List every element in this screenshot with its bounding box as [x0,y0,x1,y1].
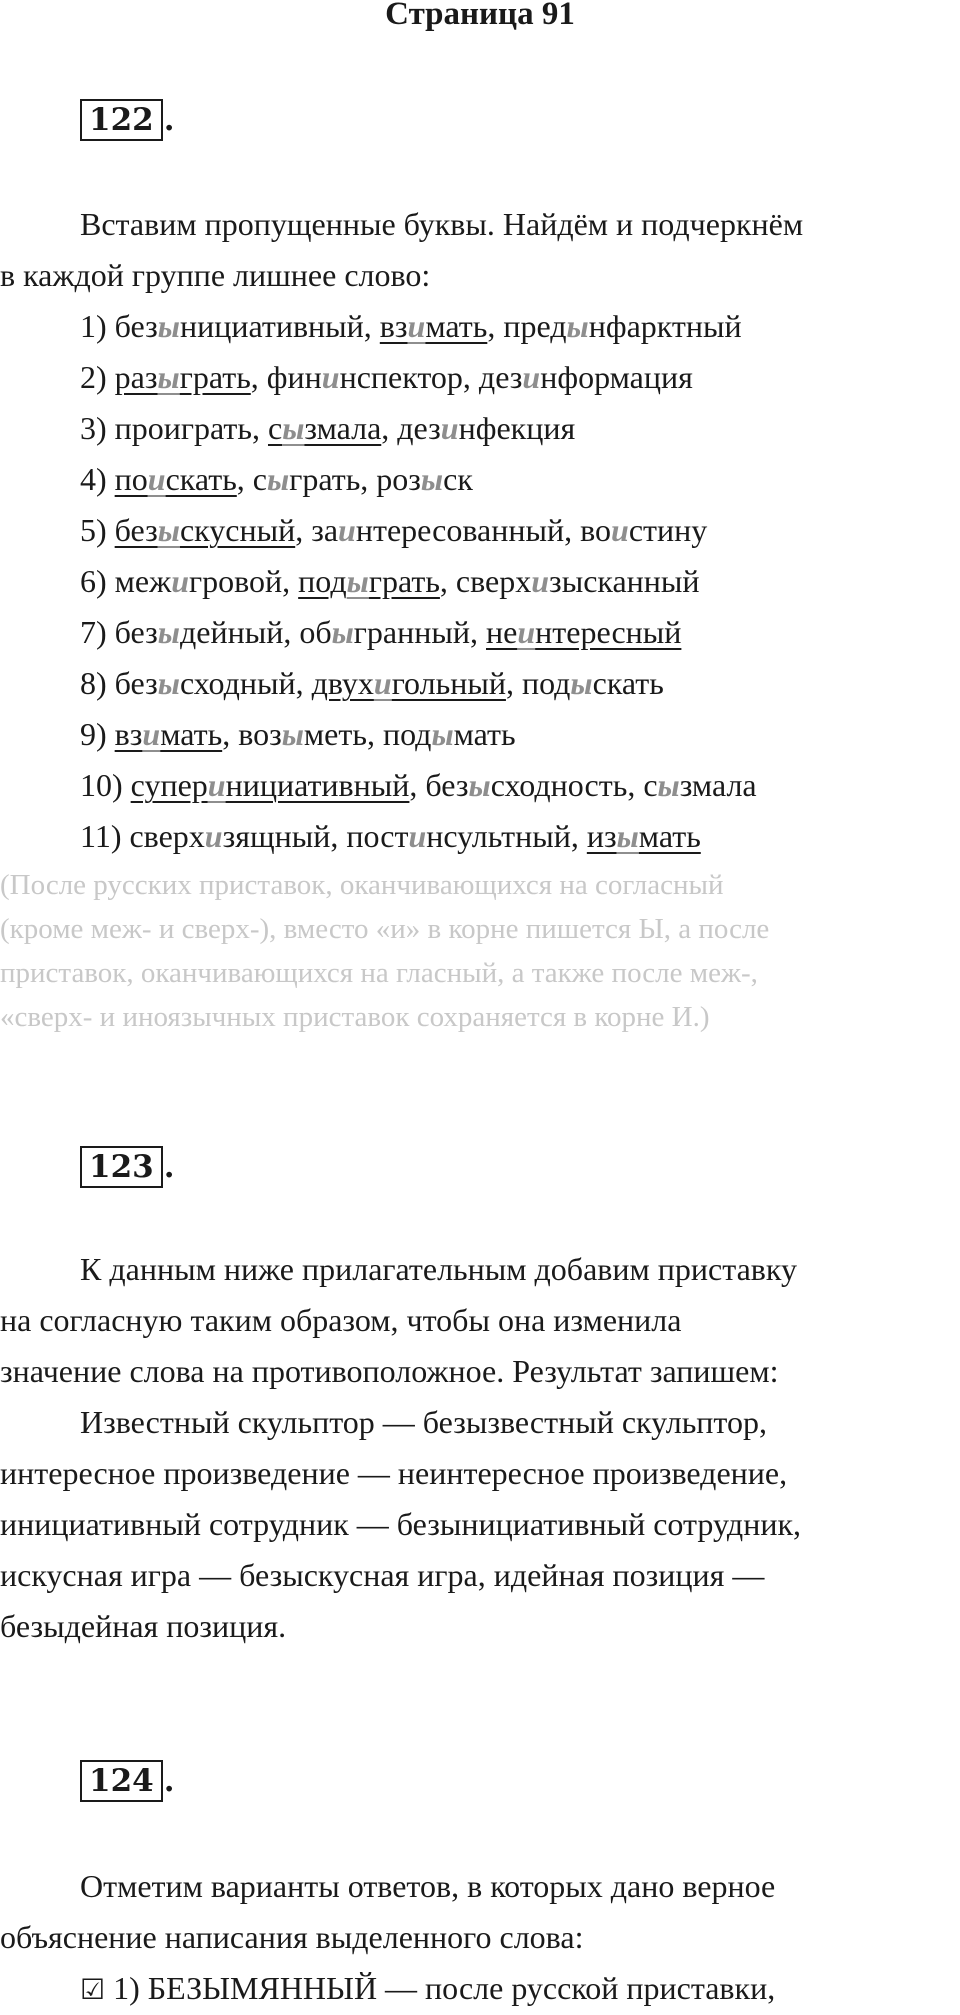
extra-word-segment: грать [179,359,251,395]
row-text: нфекция [458,410,576,446]
inserted-letter: и [408,818,427,854]
row-text: 9) [80,716,115,752]
task-122-note-line: (кроме меж- и сверх-), вместо «и» в корне пишется Ы, а после [0,913,770,945]
extra-word-segment: змала [304,410,382,446]
word-group-row [80,352,693,403]
extra-word-segment: по [114,461,148,497]
row-text: , пред [487,308,567,344]
inserted-letter: и [142,716,161,752]
task-123-text-line: интересное произведение — неинтересное произведение, [0,1455,788,1491]
inserted-letter: и [522,359,541,395]
task-122-note-line: «сверх- и иноязычных приставок сохраняется в корне И.) [0,1001,710,1033]
word-group-row [80,760,757,811]
task-123-text-line: безыдейная позиция. [0,1608,287,1644]
inserted-letter: ы [566,308,589,344]
task-123-text-line: на согласную таким образом, чтобы она изменила [0,1302,682,1338]
word-group-row [80,607,681,658]
task-122-intro-line: в каждой группе лишнее слово: [0,257,431,293]
inserted-letter: и [407,308,426,344]
row-text: меть, под [303,716,432,752]
extra-word-segment: вз [379,308,408,344]
inserted-letter: ы [157,665,180,701]
row-text: гровой, [189,563,299,599]
row-text: 1) без [80,308,158,344]
inserted-letter: ы [570,665,593,701]
inserted-letter: и [207,767,226,803]
inserted-letter: и [204,818,223,854]
row-text: 11) сверх [80,818,205,854]
row-text: , с [236,461,267,497]
row-text: , за [295,512,339,548]
inserted-letter: и [171,563,190,599]
row-text: мать [453,716,516,752]
task-124-text-line: объяснение написания выделенного слова: [0,1919,584,1955]
row-text: нформация [540,359,693,395]
task-122-note-line: (После русских приставок, оканчивающихся на согласный [0,869,724,901]
row-text: , воз [222,716,282,752]
word-group-row [80,556,700,607]
row-text: дейный, об [179,614,332,650]
row-text: ск [443,461,473,497]
inserted-letter: ы [331,614,354,650]
word-group-row [80,403,575,454]
inserted-letter: ы [346,563,369,599]
inserted-letter: ы [157,308,180,344]
row-text: змала [679,767,757,803]
row-text: грать, роз [289,461,421,497]
extra-word-segment: с [267,410,283,446]
inserted-letter: и [517,614,536,650]
row-text: нициативный, [179,308,380,344]
row-text: зящный, пост [222,818,409,854]
inserted-letter: и [147,461,166,497]
task-number-122: 122 . [80,99,175,139]
inserted-letter: ы [431,716,454,752]
row-text: , сверх [439,563,532,599]
inserted-letter: ы [157,359,180,395]
row-text: сходность, с [490,767,658,803]
extra-word-segment: нициативный [225,767,410,803]
row-text: скать [592,665,664,701]
inserted-letter: ы [616,818,639,854]
row-text: 3) проиграть, [80,410,268,446]
inserted-letter: и [373,665,392,701]
row-text: , дез [381,410,441,446]
word-group-row [80,454,473,505]
inserted-letter: ы [282,410,305,446]
task-123-text-line: К данным ниже прилагательным добавим приставку [80,1251,797,1287]
row-text: нтересованный, во [355,512,612,548]
extra-word-segment: нтересный [535,614,682,650]
row-text: 7) без [80,614,158,650]
row-text: , под [505,665,571,701]
task-123-text-line: искусная игра — безыскусная игра, идейная позиция — [0,1557,765,1593]
extra-word-segment: без [114,512,158,548]
extra-word-segment: под [298,563,347,599]
word-group-row [80,811,701,862]
inserted-letter: и [531,563,550,599]
page-title: Страница 91 [385,0,575,32]
row-text: сходный, [179,665,312,701]
checkbox-checked-icon: ☑ [80,1973,106,2006]
row-text: 5) [80,512,115,548]
row-text: нсультный, [426,818,587,854]
task-123-text-line: инициативный сотрудник — безынициативный сотрудник, [0,1506,801,1542]
task-122-note-line: приставок, оканчивающихся на гласный, а также после меж-, [0,957,758,989]
row-text: 10) [80,767,131,803]
row-text: , без [409,767,469,803]
inserted-letter: ы [267,461,290,497]
extra-word-segment: скать [165,461,237,497]
row-text: 6) меж [80,563,172,599]
extra-word-segment: мать [425,308,488,344]
word-group-row [80,505,707,556]
extra-word-segment: не [486,614,518,650]
extra-word-segment: гольный [391,665,506,701]
task-123-text-line: значение слова на противоположное. Результат запишем: [0,1353,779,1389]
inserted-letter: ы [281,716,304,752]
extra-word-segment: двух [311,665,374,701]
row-text: 4) [80,461,115,497]
row-text: , фин [250,359,322,395]
word-group-row [80,658,664,709]
extra-word-segment: мать [160,716,223,752]
inserted-letter: и [611,512,629,548]
inserted-letter: ы [468,767,491,803]
inserted-letter: ы [157,614,180,650]
word-group-row [80,301,742,352]
extra-word-segment: скусный [179,512,296,548]
inserted-letter: и [321,359,340,395]
task-122-intro-line: Вставим пропущенные буквы. Найдём и подчеркнём [80,206,804,242]
inserted-letter: ы [157,512,180,548]
word-group-row [80,709,516,760]
task-number-124: 124 . [80,1760,175,1800]
task-number-123: 123 . [80,1146,175,1186]
extra-word-segment: мать [638,818,701,854]
row-text: нфарктный [588,308,742,344]
inserted-letter: и [440,410,459,446]
answer-item-text: 1) БЕЗЫМЯННЫЙ — после русской приставки, [113,1970,776,2006]
inserted-letter: ы [657,767,680,803]
row-text: зысканный [549,563,700,599]
task-124-answer-item [80,1963,775,2014]
inserted-letter: ы [420,461,444,497]
extra-word-segment: из [586,818,617,854]
task-123-text-line: Известный скульптор — безызвестный скульптор, [80,1404,767,1440]
extra-word-segment: грать [368,563,440,599]
task-124-text-line: Отметим варианты ответов, в которых дано верное [80,1868,776,1904]
row-text: 2) [80,359,115,395]
inserted-letter: и [338,512,356,548]
row-text: нспектор, дез [339,359,523,395]
extra-word-segment: раз [114,359,158,395]
row-text: гранный, [353,614,486,650]
extra-word-segment: вз [114,716,143,752]
row-text: стину [628,512,708,548]
extra-word-segment: супер [130,767,208,803]
row-text: 8) без [80,665,158,701]
